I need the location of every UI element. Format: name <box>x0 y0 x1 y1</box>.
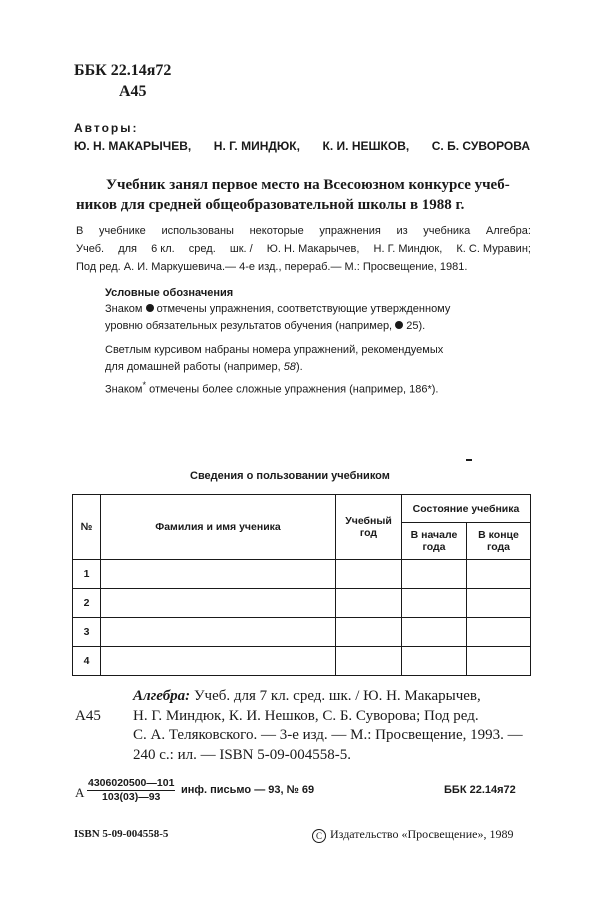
award-line-2: ников для средней общеобразовательной школы в 1988 г. <box>76 197 465 213</box>
author-name: С. Б. СУВОРОВА <box>431 139 530 153</box>
table-row <box>73 618 531 647</box>
imprint-line-4: 240 с.: ил. — ISBN 5-09-004558-5. <box>133 747 351 763</box>
column-header-start: В начале года <box>402 523 467 560</box>
table-row <box>73 589 531 618</box>
imprint-line-3: С. А. Теляковского. — 3-е изд. — М.: Просвещение, 1993. — <box>133 727 523 743</box>
legend-title: Условные обозначения <box>105 287 234 299</box>
bbk-classification-bottom: ББК 22.14я72 <box>444 784 516 796</box>
legend-line-2: уровню обязательных результатов обучения (например, 25). <box>105 320 426 332</box>
authors-label: Авторы: <box>74 121 139 135</box>
author-code: А45 <box>119 83 147 100</box>
catalog-denominator: 103(03)—93 <box>102 791 161 803</box>
bullet-dot-icon <box>395 321 403 329</box>
author-name: К. И. НЕШКОВ, <box>322 139 410 153</box>
imprint-line-2: Н. Г. Миндюк, К. И. Нешков, С. Б. Суворова; Под ред. <box>133 708 479 724</box>
imprint-line-1: Алгебра: Учеб. для 7 кл. сред. шк. / Ю. Н. Макарычев, <box>133 688 481 704</box>
legend-line-5: Знаком* отмечены более сложные упражнения (например, 186*). <box>105 380 439 396</box>
stray-mark <box>466 459 472 461</box>
bullet-dot-icon <box>146 304 154 312</box>
source-note-line-1: В учебнике использованы некоторые упражнения из учебника Алгебра: <box>76 225 531 237</box>
row-number: 2 <box>73 589 101 618</box>
legend-line-1: Знаком отмечены упражнения, соответствующие утвержденному <box>105 303 451 315</box>
award-line-1: Учебник занял первое место на Всесоюзном конкурсе учеб- <box>106 177 510 193</box>
column-header-number: № <box>73 495 101 560</box>
legend-line-4: для домашней работы (например, 58). <box>105 361 303 373</box>
row-number: 4 <box>73 647 101 676</box>
column-header-condition: Состояние учебника <box>402 495 531 523</box>
catalog-numerator: 4306020500—101 <box>88 777 175 789</box>
authors-list <box>74 139 530 153</box>
usage-table <box>72 494 531 676</box>
bbk-classification: ББК 22.14я72 <box>74 62 172 79</box>
column-header-year: Учебный год <box>336 495 402 560</box>
table-row <box>73 560 531 589</box>
catalog-prefix: А <box>75 785 85 800</box>
column-header-end: В конце года <box>467 523 531 560</box>
catalog-fraction <box>87 777 175 804</box>
copyright-icon: C <box>312 829 326 843</box>
author-name: Ю. Н. МАКАРЫЧЕВ, <box>74 139 192 153</box>
table-row <box>73 647 531 676</box>
legend-line-3: Светлым курсивом набраны номера упражнений, рекомендуемых <box>105 344 444 356</box>
row-number: 1 <box>73 560 101 589</box>
imprint-code: А45 <box>75 708 101 724</box>
isbn: ISBN 5-09-004558-5 <box>74 828 169 840</box>
source-note-line-3: Под ред. А. И. Маркушевича.— 4-е изд., перераб.— М.: Просвещение, 1981. <box>76 261 468 273</box>
copyright: C Издательство «Просвещение», 1989 <box>312 827 513 843</box>
info-letter: инф. письмо — 93, № 69 <box>181 784 315 796</box>
column-header-name: Фамилия и имя ученика <box>101 495 336 560</box>
row-number: 3 <box>73 618 101 647</box>
author-name: Н. Г. МИНДЮК, <box>213 139 300 153</box>
usage-table-title: Сведения о пользовании учебником <box>190 470 390 482</box>
source-note-line-2: Учеб. для 6 кл. сред. шк. / Ю. Н. Макарычев, Н. Г. Миндюк, К. С. Муравин; <box>76 243 531 255</box>
